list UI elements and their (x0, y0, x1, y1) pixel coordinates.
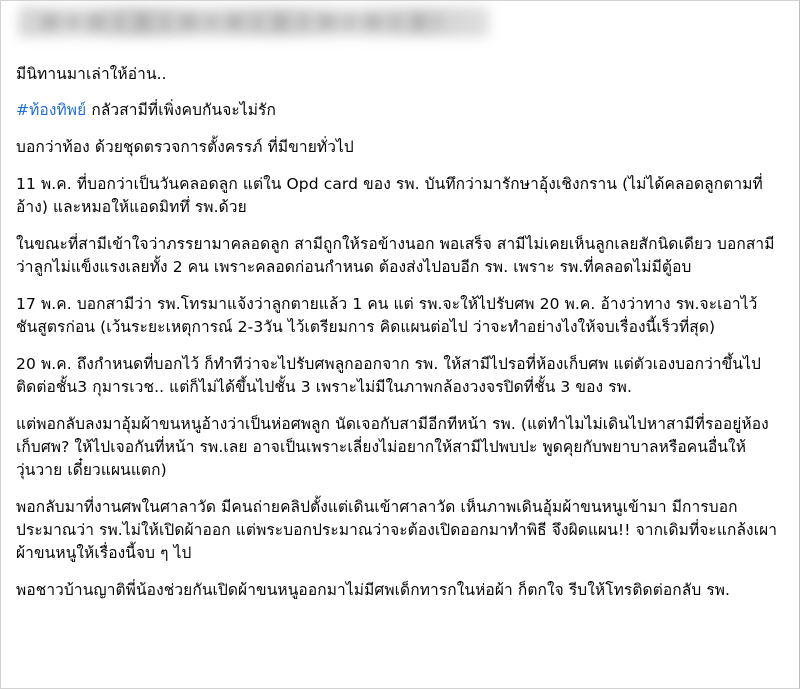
hashtag-line-text: กลัวสามีที่เพิ่งคบกันจะไม่รัก (86, 101, 276, 119)
paragraph-reveal: พอชาวบ้านญาติพี่น้องช่วยกันเปิดผ้าขนหนูออกมาไม่มีศพเด็กทารกในห่อผ้า ก็ตกใจ รีบให้โทรติดต่อกลับ รพ. (16, 581, 731, 599)
paragraph-may-20: 20 พ.ค. ถึงกำหนดที่บอกไว้ ก็ทำทีว่าจะไปรับศพลูกออกจาก รพ. ให้สามีไปรอที่ห้องเก็บศพ แต่ตัวเองบอกว่าขึ้นไปติดต่อชั้น3 กุมารเวช.. แต่ก็ไม่ได้ขึ้นไปชั้น 3 เพราะไม่มีในภาพกล้องวงจรปิดที่ชั้น 3 ของ รพ. (16, 355, 761, 396)
hashtag-link[interactable]: #ท้องทิพย์ (16, 101, 87, 119)
paragraph-husband-waiting: ในขณะที่สามีเข้าใจว่าภรรยามาคลอดลูก สามีถูกให้รอข้างนอก พอเสร็จ สามีไม่เคยเห็นลูกเลยสักนิดเดียว บอกสามีว่าลูกไม่แข็งแรงเลยทั้ง 2 คน เพราะคลอดก่อนกำหนด ต้องส่งไปอบอีก รพ. เพราะ รพ.ที่คลอดไม่มีตู้อบ (16, 235, 775, 276)
paragraph-intro: มีนิทานมาเล่าให้อ่าน.. (16, 65, 167, 83)
post-body (16, 63, 786, 616)
paragraph-towel-bundle: แต่พอกลับลงมาอุ้มผ้าขนหนูอ้างว่าเป็นห่อศพลูก นัดเจอกับสามีอีกทีหน้า รพ. (แต่ทำไมไม่เดินไปหาสามีที่รออยู่ห้องเก็บศพ? ให้ไปเจอกันที่หน้า รพ.เลย อาจเป็นเพราะเลี่ยงไม่อยากให้สามีไปพบปะ พูดคุยกับพยาบาลหรือคนอื่นให้วุ่นวาย เดี๋ยวแผนแตก) (16, 415, 769, 479)
paragraph-may-17: 17 พ.ค. บอกสามีว่า รพ.โทรมาแจ้งว่าลูกตายแล้ว 1 คน แต่ รพ.จะให้ไปรับศพ 20 พ.ค. อ้างว่าทาง รพ.จะเอาไว้ชันสูตรก่อน (เว้นระยะเหตุการณ์ 2-3วัน ไว้เตรียมการ คิดแผนต่อไป ว่าจะทำอย่างไงให้จบเรื่องนี้เร็วที่สุด) (16, 295, 758, 336)
paragraph-hashtag-line (16, 99, 786, 122)
blurred-header-text (41, 15, 441, 29)
paragraph-funeral: พอกลับมาที่งานศพในศาลาวัด มีคนถ่ายคลิปตั้งแต่เดินเข้าศาลาวัด เห็นภาพเดินอุ้มผ้าขนหนูเข้ามา มีการบอกประมาณว่า รพ.ไม่ให้เปิดผ้าออก แต่พระบอกประมาณว่าจะต้องเปิดออกมาทำพิธี จึงผิดแผน!! จากเดิมที่จะแกล้งเผาผ้าขนหนูให้เรื่องนี้จบ ๆ ไป (16, 498, 778, 562)
paragraph-may-11: 11 พ.ค. ที่บอกว่าเป็นวันคลอดลูก แต่ใน Opd card ของ รพ. บันทึกว่ามารักษาอุ้งเชิงกราน (ไม่ได้คลอดลูกตามที่อ้าง) และหมอให้แอดมิททึ่ รพ.ด้วย (16, 175, 763, 216)
paragraph-pregnancy-test: บอกว่าท้อง ด้วยชุดตรวจการตั้งครรภ์ ที่มีขายทั่วไป (16, 138, 354, 156)
